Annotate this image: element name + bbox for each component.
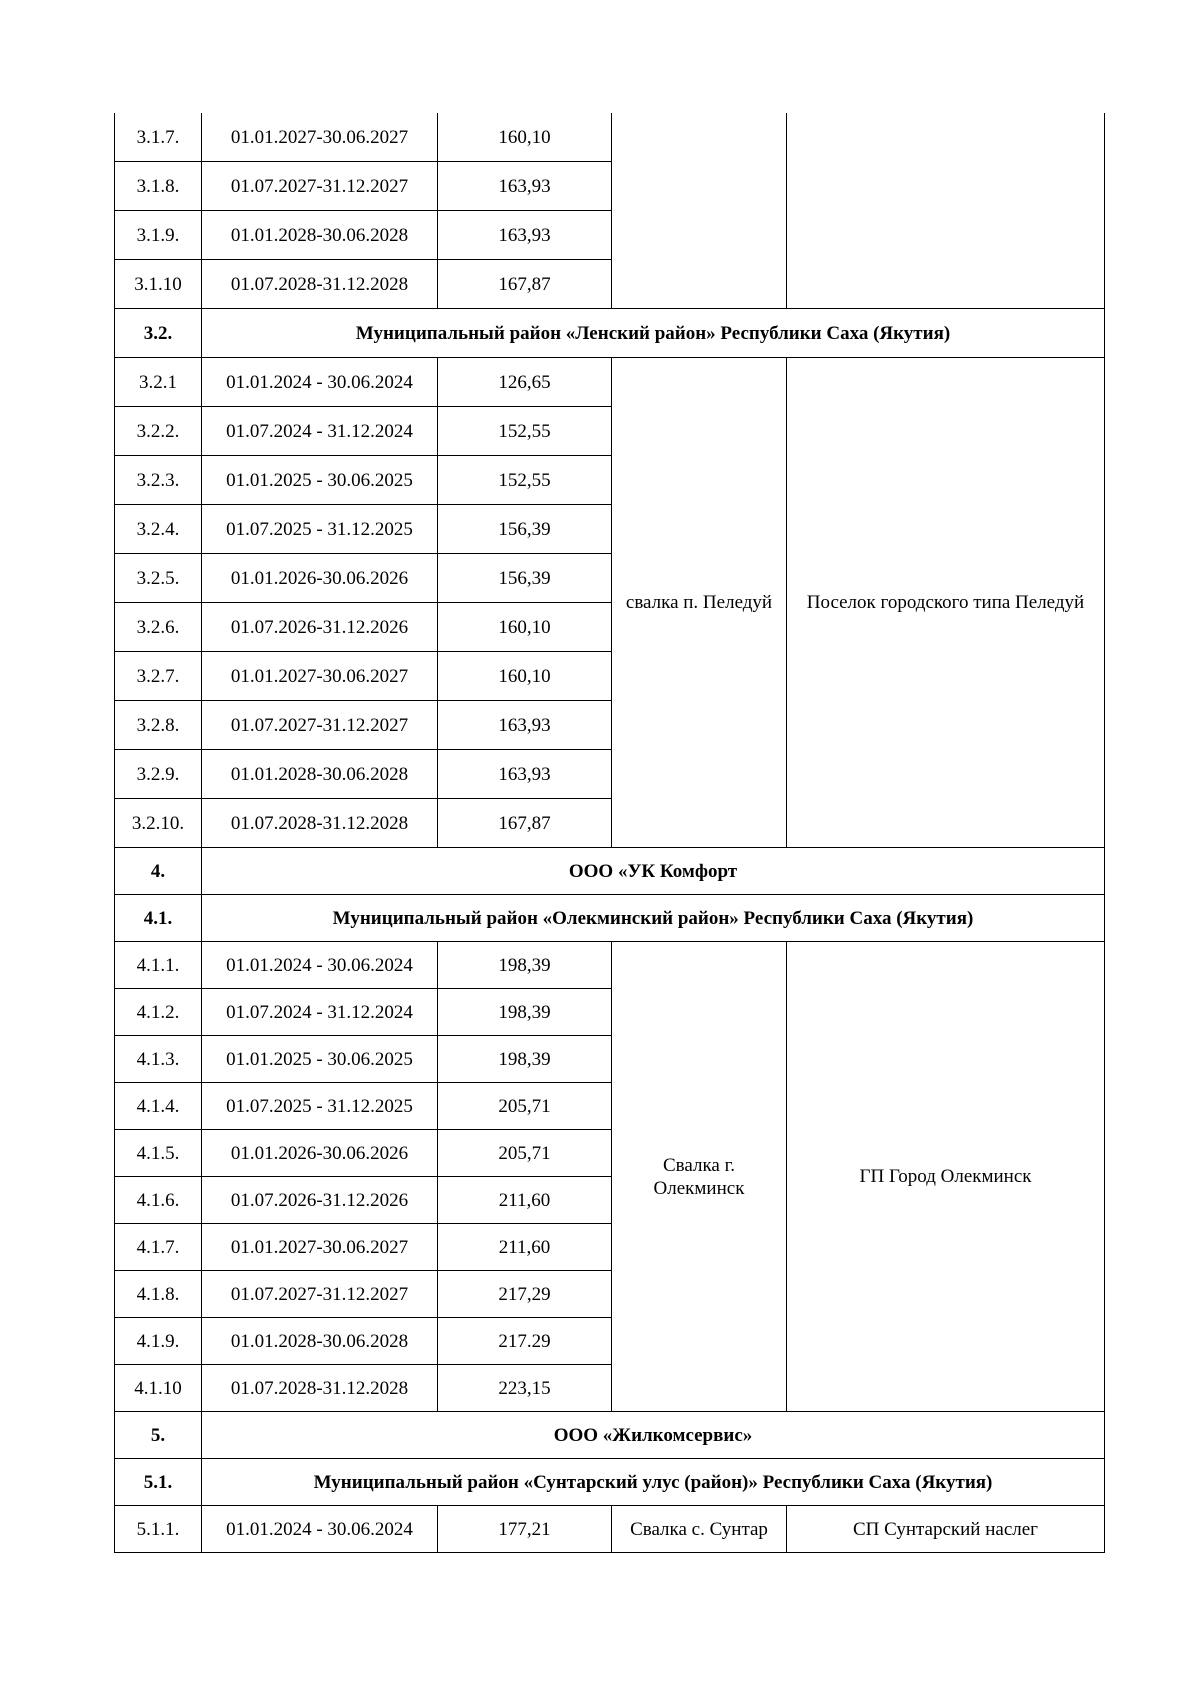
period-cell: 01.01.2027-30.06.2027	[202, 113, 438, 162]
row-number: 4.1.5.	[115, 1130, 202, 1177]
tariff-value: 160,10	[438, 603, 612, 652]
tariff-value: 160,10	[438, 113, 612, 162]
period-cell: 01.01.2028-30.06.2028	[202, 1318, 438, 1365]
period-cell: 01.01.2027-30.06.2027	[202, 652, 438, 701]
tariff-value: 198,39	[438, 942, 612, 989]
facility-cell	[612, 113, 787, 309]
period-cell: 01.07.2027-31.12.2027	[202, 1271, 438, 1318]
tariff-value: 211,60	[438, 1224, 612, 1271]
tariff-value: 156,39	[438, 554, 612, 603]
period-cell: 01.01.2027-30.06.2027	[202, 1224, 438, 1271]
tariff-value: 152,55	[438, 407, 612, 456]
section-header-row	[115, 309, 1105, 358]
row-number: 4.1.7.	[115, 1224, 202, 1271]
tariff-value: 223,15	[438, 1365, 612, 1412]
row-number: 3.2.10.	[115, 799, 202, 848]
tariff-value: 211,60	[438, 1177, 612, 1224]
tariff-value: 163,93	[438, 211, 612, 260]
period-cell: 01.01.2025 - 30.06.2025	[202, 1036, 438, 1083]
period-cell: 01.07.2025 - 31.12.2025	[202, 505, 438, 554]
row-number: 3.2.3.	[115, 456, 202, 505]
organization-header-row	[115, 848, 1105, 895]
row-number: 3.1.10	[115, 260, 202, 309]
row-number: 4.1.1.	[115, 942, 202, 989]
tariff-table	[114, 113, 1105, 1553]
section-number: 3.2.	[115, 309, 202, 358]
row-number: 3.1.7.	[115, 113, 202, 162]
section-header-row	[115, 1459, 1105, 1506]
row-number: 4.1.6.	[115, 1177, 202, 1224]
row-number: 4.1.9.	[115, 1318, 202, 1365]
organization-number: 4.	[115, 848, 202, 895]
row-number: 3.2.1	[115, 358, 202, 407]
territory-cell	[787, 113, 1105, 309]
tariff-value: 217.29	[438, 1318, 612, 1365]
period-cell: 01.01.2024 - 30.06.2024	[202, 358, 438, 407]
period-cell: 01.07.2024 - 31.12.2024	[202, 989, 438, 1036]
tariff-value: 160,10	[438, 652, 612, 701]
period-cell: 01.01.2026-30.06.2026	[202, 554, 438, 603]
period-cell: 01.07.2027-31.12.2027	[202, 162, 438, 211]
section-title: Муниципальный район «Ленский район» Республики Саха (Якутия)	[202, 309, 1105, 358]
period-cell: 01.01.2025 - 30.06.2025	[202, 456, 438, 505]
row-number: 5.1.1.	[115, 1506, 202, 1553]
row-number: 3.1.8.	[115, 162, 202, 211]
period-cell: 01.01.2026-30.06.2026	[202, 1130, 438, 1177]
territory-cell: СП Сунтарский наслег	[787, 1506, 1105, 1553]
tariff-value: 167,87	[438, 799, 612, 848]
period-cell: 01.07.2028-31.12.2028	[202, 799, 438, 848]
section-title: Муниципальный район «Сунтарский улус (район)» Республики Саха (Якутия)	[202, 1459, 1105, 1506]
facility-cell: Свалка г. Олекминск	[612, 942, 787, 1412]
tariff-value: 177,21	[438, 1506, 612, 1553]
row-number: 4.1.2.	[115, 989, 202, 1036]
section-header-row	[115, 895, 1105, 942]
row-number: 3.2.8.	[115, 701, 202, 750]
row-number: 3.1.9.	[115, 211, 202, 260]
table-row	[115, 113, 1105, 162]
tariff-value: 163,93	[438, 701, 612, 750]
period-cell: 01.07.2027-31.12.2027	[202, 701, 438, 750]
table-row	[115, 942, 1105, 989]
tariff-value: 152,55	[438, 456, 612, 505]
row-number: 3.2.5.	[115, 554, 202, 603]
row-number: 3.2.2.	[115, 407, 202, 456]
period-cell: 01.07.2028-31.12.2028	[202, 260, 438, 309]
table-row	[115, 358, 1105, 407]
row-number: 3.2.4.	[115, 505, 202, 554]
tariff-value: 156,39	[438, 505, 612, 554]
period-cell: 01.07.2024 - 31.12.2024	[202, 407, 438, 456]
tariff-value: 163,93	[438, 162, 612, 211]
section-number: 5.1.	[115, 1459, 202, 1506]
organization-header-row	[115, 1412, 1105, 1459]
period-cell: 01.07.2025 - 31.12.2025	[202, 1083, 438, 1130]
tariff-value: 205,71	[438, 1083, 612, 1130]
facility-cell: Свалка с. Сунтар	[612, 1506, 787, 1553]
period-cell: 01.01.2028-30.06.2028	[202, 750, 438, 799]
territory-cell: Поселок городского типа Пеледуй	[787, 358, 1105, 848]
territory-cell: ГП Город Олекминск	[787, 942, 1105, 1412]
tariff-value: 198,39	[438, 989, 612, 1036]
row-number: 3.2.6.	[115, 603, 202, 652]
tariff-value: 167,87	[438, 260, 612, 309]
row-number: 4.1.10	[115, 1365, 202, 1412]
tariff-value: 126,65	[438, 358, 612, 407]
row-number: 4.1.4.	[115, 1083, 202, 1130]
tariff-value: 205,71	[438, 1130, 612, 1177]
table-row	[115, 1506, 1105, 1553]
organization-number: 5.	[115, 1412, 202, 1459]
period-cell: 01.01.2024 - 30.06.2024	[202, 942, 438, 989]
period-cell: 01.01.2028-30.06.2028	[202, 211, 438, 260]
organization-title: ООО «УК Комфорт	[202, 848, 1105, 895]
row-number: 3.2.9.	[115, 750, 202, 799]
tariff-value: 163,93	[438, 750, 612, 799]
row-number: 3.2.7.	[115, 652, 202, 701]
tariff-value: 198,39	[438, 1036, 612, 1083]
tariff-value: 217,29	[438, 1271, 612, 1318]
facility-cell: свалка п. Пеледуй	[612, 358, 787, 848]
period-cell: 01.07.2026-31.12.2026	[202, 603, 438, 652]
row-number: 4.1.8.	[115, 1271, 202, 1318]
period-cell: 01.07.2028-31.12.2028	[202, 1365, 438, 1412]
section-number: 4.1.	[115, 895, 202, 942]
organization-title: ООО «Жилкомсервис»	[202, 1412, 1105, 1459]
section-title: Муниципальный район «Олекминский район» Республики Саха (Якутия)	[202, 895, 1105, 942]
period-cell: 01.01.2024 - 30.06.2024	[202, 1506, 438, 1553]
period-cell: 01.07.2026-31.12.2026	[202, 1177, 438, 1224]
row-number: 4.1.3.	[115, 1036, 202, 1083]
